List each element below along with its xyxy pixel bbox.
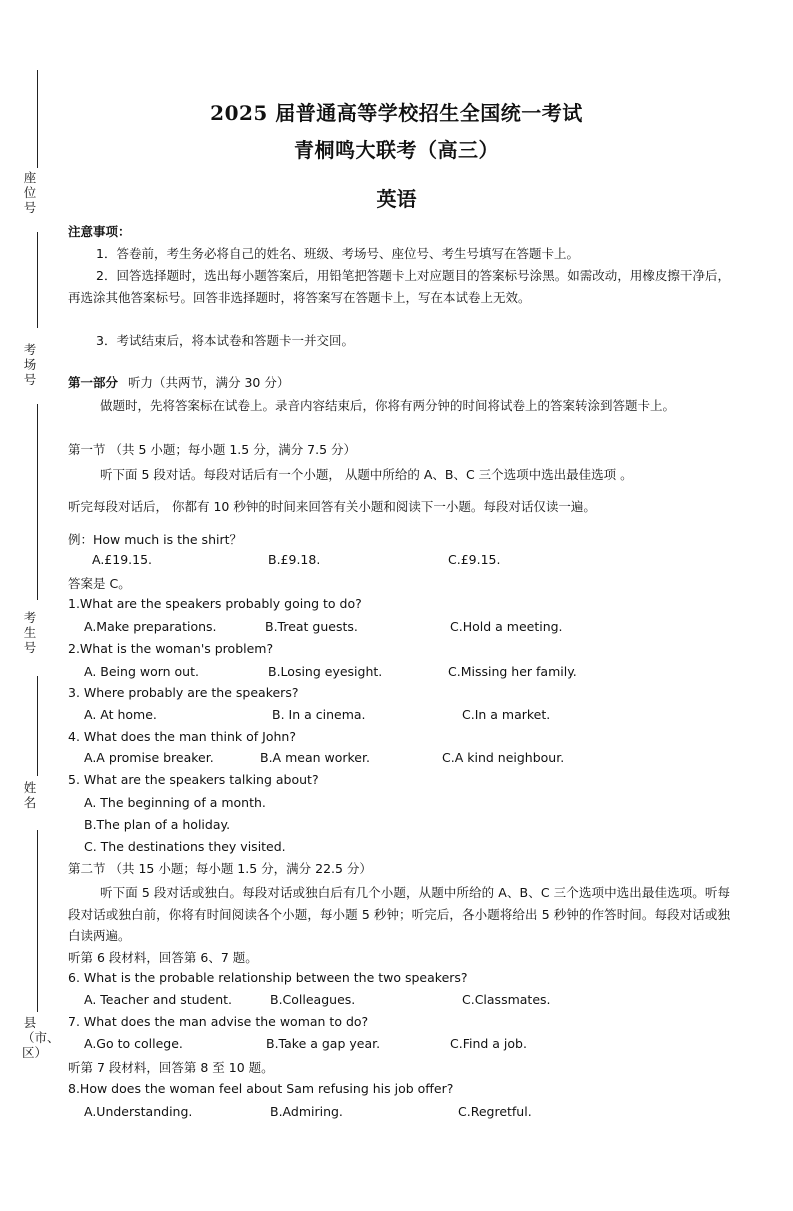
margin-line: [37, 232, 38, 328]
q6-option-c: C.Classmates.: [462, 992, 551, 1007]
part1-heading: [68, 373, 289, 391]
example-option-c: C.£9.15.: [448, 552, 501, 567]
q4-option-b: B.A mean worker.: [260, 750, 370, 765]
q7-option-c: C.Find a job.: [450, 1036, 527, 1051]
q4-option-a: A.A promise breaker.: [84, 750, 214, 765]
part1-heading-detail: 听力（共两节，满分 30 分）: [128, 375, 290, 390]
section1-instruction-2: 听完每段对话后， 你都有 10 秒钟的时间来回答有关小题和阅读下一小题。每段对话仅读一遍。: [68, 499, 596, 514]
part1-heading-label: 第一部分: [68, 375, 119, 390]
q5-option-b: B.The plan of a holiday.: [84, 817, 231, 832]
q8-option-a: A.Understanding.: [84, 1104, 193, 1119]
example-answer: 答案是 C。: [68, 576, 131, 591]
q3-option-b: B. In a cinema.: [272, 707, 366, 722]
q2-option-c: C.Missing her family.: [448, 664, 577, 679]
section1-heading: 第一节 （共 5 小题；每小题 1.5 分，满分 7.5 分）: [68, 442, 357, 457]
candidate-number-label: 考生号: [23, 610, 37, 655]
q6-option-b: B.Colleagues.: [270, 992, 356, 1007]
question-3: 3. Where probably are the speakers?: [68, 685, 299, 700]
exam-room-label: 考场号: [23, 342, 37, 387]
q6-option-a: A. Teacher and student.: [84, 992, 232, 1007]
subject-title: 英语: [376, 187, 417, 211]
question-2: 2.What is the woman's problem?: [68, 641, 274, 656]
question-1: 1.What are the speakers probably going to do?: [68, 596, 362, 611]
section1-instruction-1: 听下面 5 段对话。每段对话后有一个小题， 从题中所给的 A、B、C 三个选项中选出最佳选项 。: [100, 467, 633, 482]
q2-option-a: A. Being worn out.: [84, 664, 199, 679]
q4-option-c: C.A kind neighbour.: [442, 750, 565, 765]
question-7: 7. What does the man advise the woman to do?: [68, 1014, 369, 1029]
notice-item-3: 3．考试结束后，将本试卷和答题卡一并交回。: [96, 333, 354, 348]
notice-item-1: 1．答卷前，考生务必将自己的姓名、班级、考场号、座位号、考生号填写在答题卡上。: [96, 246, 579, 261]
q7-option-b: B.Take a gap year.: [266, 1036, 381, 1051]
example-question: 例：How much is the shirt？: [68, 532, 243, 547]
q1-option-c: C.Hold a meeting.: [450, 619, 563, 634]
example-option-a: A.£19.15.: [92, 552, 153, 567]
part1-instruction: 做题时，先将答案标在试卷上。录音内容结束后，你将有两分钟的时间将试卷上的答案转涂到答题卡上。: [100, 398, 676, 413]
notice-heading: 注意事项：: [68, 224, 131, 239]
margin-line: [37, 404, 38, 600]
q1-option-a: A.Make preparations.: [84, 619, 217, 634]
exam-subtitle: 青桐鸣大联考（高三）: [294, 138, 499, 162]
q2-option-b: B.Losing eyesight.: [268, 664, 383, 679]
section2-material-7: 听第 7 段材料，回答第 8 至 10 题。: [68, 1060, 274, 1075]
section2-instruction: 听下面 5 段对话或独白。每段对话或独白后有几个小题，从题中所给的 A、B、C 三个选项中选出最佳选项。听每段对话或独白前，你将有时间阅读各个小题，每小题 5 秒钟；听完后，各小题将给出 5 秒钟的作答时间。每段对话或独白读两遍。: [68, 885, 730, 943]
margin-line: [37, 830, 38, 1012]
margin-line: [37, 676, 38, 776]
q7-option-a: A.Go to college.: [84, 1036, 183, 1051]
seat-number-label: 座位号: [23, 170, 37, 215]
q5-option-c: C. The destinations they visited.: [84, 839, 286, 854]
example-option-b: B.£9.18.: [268, 552, 321, 567]
q1-option-b: B.Treat guests.: [265, 619, 358, 634]
q3-option-c: C.In a market.: [462, 707, 551, 722]
section2-heading: 第二节 （共 15 小题；每小题 1.5 分，满分 22.5 分）: [68, 861, 372, 876]
name-label: 姓名: [23, 780, 37, 810]
question-5: 5. What are the speakers talking about?: [68, 772, 319, 787]
question-6: 6. What is the probable relationship between the two speakers?: [68, 970, 468, 985]
q3-option-a: A. At home.: [84, 707, 157, 722]
question-8: 8.How does the woman feel about Sam refusing his job offer?: [68, 1081, 454, 1096]
exam-title: 2025 届普通高等学校招生全国统一考试: [210, 101, 583, 125]
county-label: 县（市、区）: [22, 1015, 60, 1060]
section2-material-6: 听第 6 段材料，回答第 6、7 题。: [68, 950, 258, 965]
notice-item-2: 2．回答选择题时，选出每小题答案后，用铅笔把答题卡上对应题目的答案标号涂黑。如需改动，用橡皮擦干净后，再选涂其他答案标号。回答非选择题时，将答案写在答题卡上，写在本试卷上无效。: [68, 268, 730, 305]
q8-option-c: C.Regretful.: [458, 1104, 532, 1119]
q5-option-a: A. The beginning of a month.: [84, 795, 266, 810]
q8-option-b: B.Admiring.: [270, 1104, 343, 1119]
question-4: 4. What does the man think of John?: [68, 729, 296, 744]
